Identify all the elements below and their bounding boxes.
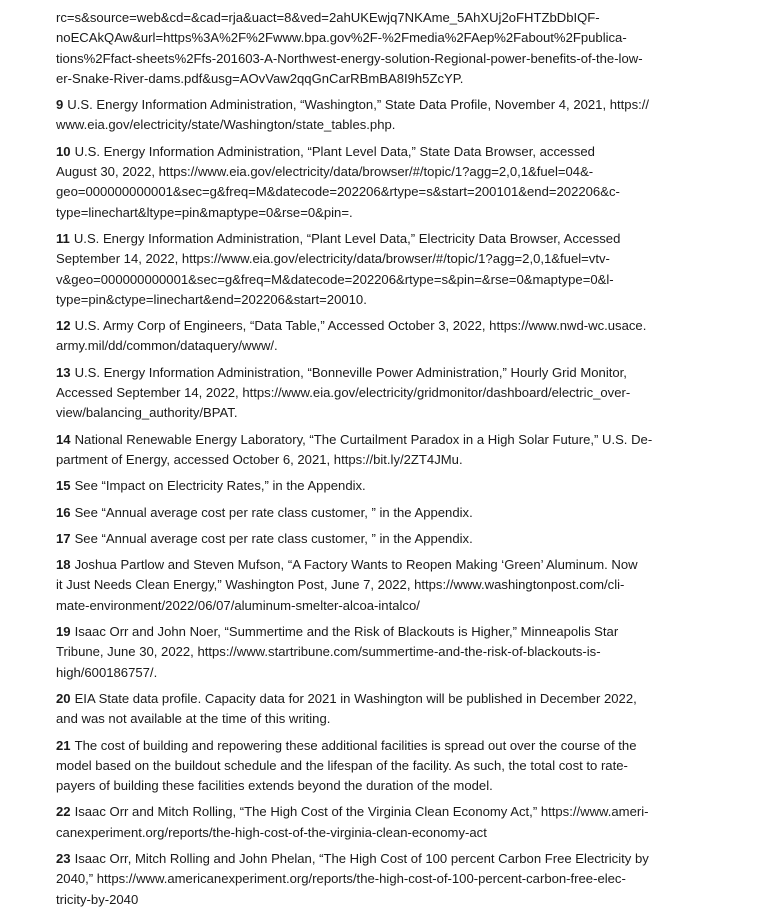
endnote-number: 19 bbox=[56, 624, 71, 640]
endnote-text: U.S. Energy Information Administration, “Washington,” State Data Profile, November 4, 2021, https:// www.eia.gov/electricity/state/Washington/state_tables.php. bbox=[56, 97, 650, 133]
endnote-number: 15 bbox=[56, 478, 71, 494]
endnote-20 bbox=[56, 689, 726, 730]
endnote-text: National Renewable Energy Laboratory, “The Curtailment Paradox in a High Solar Future,” U.S. De- partment of Energy, accessed October 6, 2021, https://bit.ly/2ZT4JMu. bbox=[56, 431, 653, 467]
endnote-text: Isaac Orr and Mitch Rolling, “The High Cost of the Virginia Clean Economy Act,” https://www.ameri- canexperiment.org/reports/the-high-cost-of-the-virginia-clean-economy-act bbox=[56, 804, 649, 840]
endnote-text: See “Annual average cost per rate class customer, ” in the Appendix. bbox=[74, 530, 473, 546]
endnotes-page bbox=[56, 8, 726, 916]
endnote-text: EIA State data profile. Capacity data for 2021 in Washington will be published in December 2022, and was not available at the time of this writing. bbox=[56, 690, 637, 727]
endnote-11 bbox=[56, 229, 726, 310]
endnote-continuation: rc=s&source=web&cd=&cad=rja&uact=8&ved=2ahUKEwjq7NKAme_5AhXUj2oFHTZbDbIQF- noECAkQAw&url=https%3A%2F%2Fwww.bpa.gov%2F-%2Fmedia%2FAep%2Fabout%2Fpublica- tions%2Ffact-sheets%2Ffs-201603-A-Northwest-energy-solution-Regional-power-benefits-of-the-low- er-Snake-River-dams.pdf&usg=AOvVaw2qqGnCarRBmBA8I9h5ZcYP. bbox=[56, 10, 643, 86]
endnote-text: Isaac Orr and John Noer, “Summertime and the Risk of Blackouts is Higher,” Minneapolis Star Tribune, June 30, 2022, https://www.startribune.com/summertime-and-the-risk-of-blackouts-is- high/600186757/. bbox=[56, 624, 619, 680]
endnote-number: 13 bbox=[56, 364, 71, 380]
endnote-text: U.S. Energy Information Administration, “Plant Level Data,” State Data Browser, accessed August 30, 2022, https://www.eia.gov/electricity/data/browser/#/topic/1?agg=2,0,1&fuel=04&- geo=000000000001&sec=g&freq=M&datecode=202206&rtype=s&start=200101&end=202206&c- type=linechart&ltype=pin&maptype=0&rse=0&pin=. bbox=[56, 143, 620, 220]
endnote-16 bbox=[56, 503, 726, 523]
endnote-21 bbox=[56, 736, 726, 797]
endnote-9 bbox=[56, 95, 726, 136]
endnote-text: U.S. Army Corp of Engineers, “Data Table,” Accessed October 3, 2022, https://www.nwd-wc.usace. army.mil/dd/common/dataquery/www/. bbox=[56, 318, 647, 354]
endnote-number: 9 bbox=[56, 97, 64, 113]
endnote-number: 20 bbox=[56, 690, 71, 706]
endnote-text: See “Impact on Electricity Rates,” in the Appendix. bbox=[74, 478, 366, 494]
endnote-number: 17 bbox=[56, 530, 71, 546]
endnote-19 bbox=[56, 622, 726, 683]
endnote-number: 12 bbox=[56, 318, 71, 334]
endnote-number: 11 bbox=[56, 230, 70, 246]
endnote-23 bbox=[56, 849, 726, 910]
endnote-number: 22 bbox=[56, 804, 71, 820]
endnote-text: See “Annual average cost per rate class customer, ” in the Appendix. bbox=[74, 504, 473, 520]
endnote-18 bbox=[56, 555, 726, 616]
endnote-number: 14 bbox=[56, 431, 71, 447]
endnote-text: U.S. Energy Information Administration, “Plant Level Data,” Electricity Data Browser, Accessed September 14, 2022, https://www.eia.gov/electricity/data/browser/#/topic/1?agg=2,0,1&fuel=vtv- v&geo=000000000001&sec=g&freq=M&datecode=202206&rtype=s&pin=&rse=0&maptype=0&l- type=pin&ctype=linechart&end=202206&start=20010. bbox=[56, 230, 621, 307]
endnote-number: 18 bbox=[56, 557, 71, 573]
endnote-text: The cost of building and repowering these additional facilities is spread out over the course of the model based on the buildout schedule and the lifespan of the facility. As such, the total cost to rate- payers of building these facilities extends beyond the duration of the model. bbox=[56, 737, 637, 794]
endnote-number: 21 bbox=[56, 737, 71, 753]
endnote-text: Joshua Partlow and Steven Mufson, “A Factory Wants to Reopen Making ‘Green’ Aluminum. Now it Just Needs Clean Energy,” Washington Post, June 7, 2022, https://www.washingtonpost.com/cli- mate-environment/2022/06/07/aluminum-smelter-alcoa-intalco/ bbox=[56, 557, 638, 613]
endnote-number: 16 bbox=[56, 504, 71, 520]
endnote-17 bbox=[56, 529, 726, 549]
endnote-22 bbox=[56, 802, 726, 843]
endnote-10 bbox=[56, 142, 726, 223]
endnote-text: Isaac Orr, Mitch Rolling and John Phelan, “The High Cost of 100 percent Carbon Free Electricity by 2040,” https://www.americanexperiment.org/reports/the-high-cost-of-100-percent-carbon-free-elec- tricity-by-2040 bbox=[56, 850, 649, 907]
endnote-number: 23 bbox=[56, 850, 71, 866]
endnote-14 bbox=[56, 430, 726, 471]
endnote-12 bbox=[56, 316, 726, 357]
endnote-text: U.S. Energy Information Administration, “Bonneville Power Administration,” Hourly Grid Monitor, Accessed September 14, 2022, https://www.eia.gov/electricity/gridmonitor/dashboard/electric_over- view/balancing_authority/BPAT. bbox=[56, 364, 631, 421]
endnote-13 bbox=[56, 363, 726, 424]
endnote-number: 10 bbox=[56, 143, 71, 159]
endnote-15 bbox=[56, 476, 726, 496]
